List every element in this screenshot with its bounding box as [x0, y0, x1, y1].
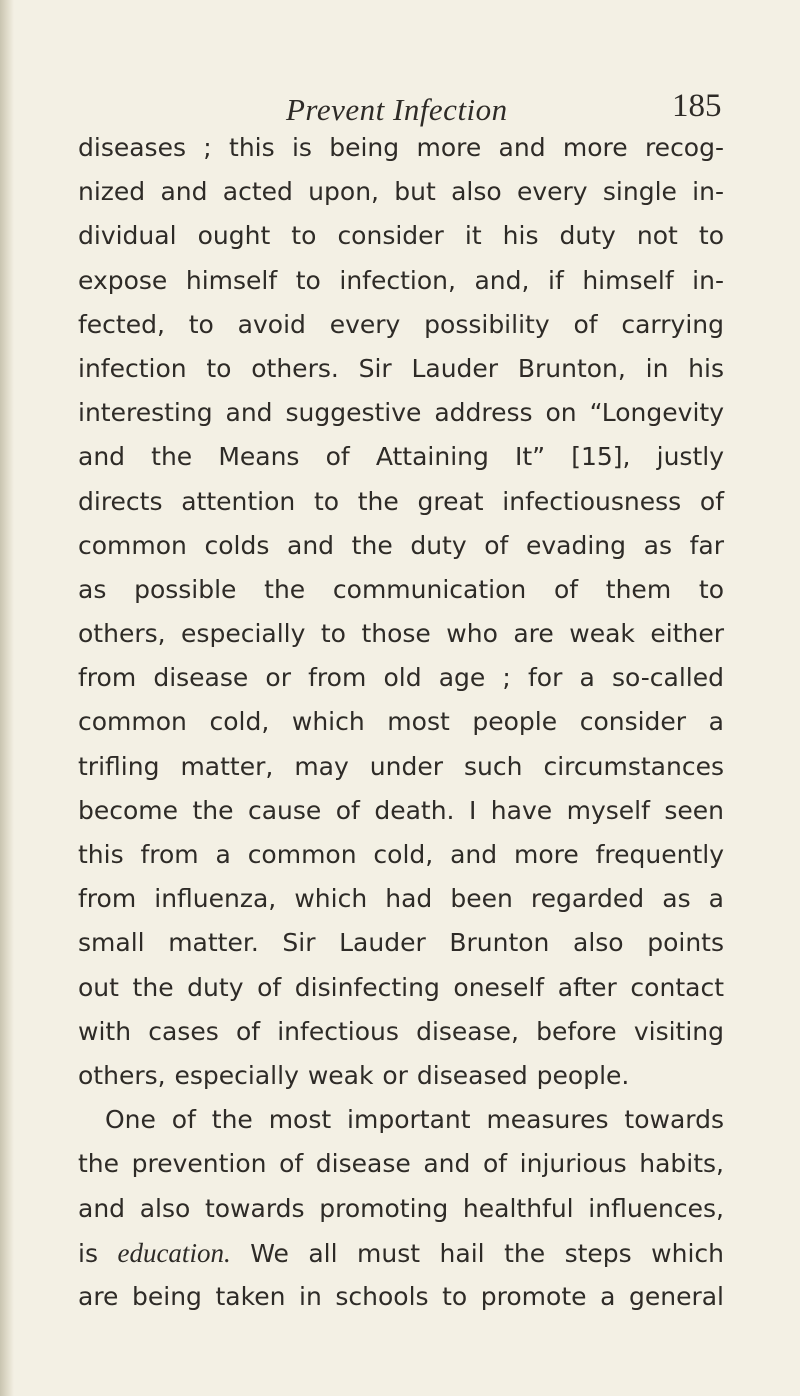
body-text	[78, 126, 724, 1319]
text-fragment: is	[78, 1238, 118, 1268]
text-line: common cold, which most people consider a	[78, 707, 724, 737]
text-line: fected, to avoid every possibility of carrying	[78, 309, 724, 339]
text-line: interesting and suggestive address on “Longevity	[78, 398, 724, 428]
text-line: others, especially to those who are weak either	[78, 619, 724, 649]
text-line: become the cause of death. I have myself seen	[78, 795, 724, 825]
text-line: nized and acted upon, but also every single in-	[78, 177, 724, 207]
emphasis-education: education.	[117, 1237, 231, 1268]
page-number: 185	[672, 88, 722, 124]
text-line: expose himself to infection, and, if himself in-	[78, 265, 724, 295]
text-line: infection to others. Sir Lauder Brunton, in his	[78, 353, 724, 383]
text-line: this from a common cold, and more frequently	[78, 840, 724, 869]
text-line: and also towards promoting healthful influences,	[78, 1193, 724, 1223]
text-line: from disease or from old age ; for a so-called	[78, 663, 724, 693]
text-line: dividual ought to consider it his duty not to	[78, 221, 724, 251]
text-line: the prevention of disease and of injurious habits,	[78, 1149, 724, 1179]
text-line: One of the most important measures towards	[105, 1105, 724, 1135]
text-line: common colds and the duty of evading as far	[78, 530, 724, 560]
running-title: Prevent Infection	[286, 92, 508, 127]
text-line: trifling matter, may under such circumstances	[78, 751, 724, 781]
text-line: from influenza, which had been regarded as a	[78, 884, 724, 914]
text-line: as possible the communication of them to	[78, 574, 724, 604]
text-line: small matter. Sir Lauder Brunton also points	[78, 928, 724, 958]
text-line: others, especially weak or diseased people.	[78, 1060, 630, 1090]
text-line: directs attention to the great infectiousness of	[78, 486, 724, 516]
text-line: are being taken in schools to promote a general	[78, 1281, 724, 1311]
text-line: and the Means of Attaining It” [15], justly	[78, 442, 724, 472]
text-fragment: We all must hail the steps which	[230, 1238, 725, 1268]
text-line	[78, 1231, 724, 1275]
text-line: diseases ; this is being more and more recog-	[78, 133, 724, 162]
text-line: with cases of infectious disease, before visiting	[78, 1016, 724, 1046]
text-line: out the duty of disinfecting oneself after contact	[78, 972, 724, 1002]
